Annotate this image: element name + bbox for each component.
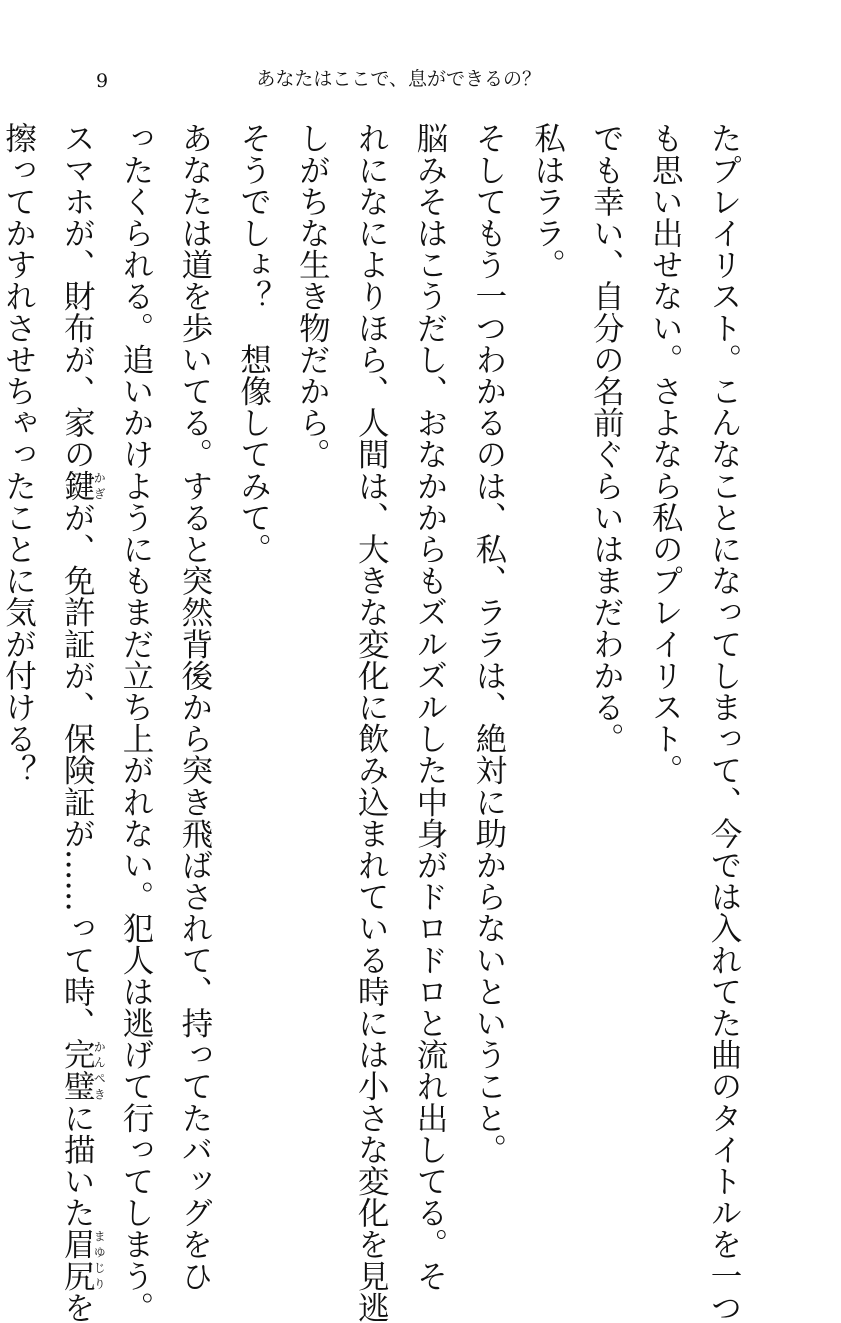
- text-line: でも幸い、自分の名前ぐらいはまだわかる。: [588, 122, 625, 754]
- page-number: 9: [96, 70, 109, 92]
- furigana-reading: かんぺき: [92, 1038, 107, 1102]
- text-line: ったくられる。追いかけようにもまだ立ち上がれない。犯人は逃げて行ってしまう。: [118, 122, 155, 1323]
- running-header: あなたはここで、息ができるの？: [256, 68, 541, 90]
- vertical-body-text: [0, 122, 753, 1323]
- text-line: そしてもう一つわかるのは、私、ララは、絶対に助からないということ。: [470, 122, 507, 1165]
- ruby-kagi: 鍵かぎ: [59, 469, 107, 502]
- text-line: たプレイリスト。こんなことになってしまって、今では入れてた曲のタイトルを一つ: [706, 122, 742, 1323]
- furigana-reading: かぎ: [92, 469, 107, 502]
- text-line: あなたは道を歩いてる。すると突然背後から突き飛ばされて、持ってたバッグをひ: [176, 122, 213, 1292]
- ruby-kanpeki: 完璧かんぺき: [59, 1038, 107, 1102]
- text-line: 脳みそはこうだし、おなかからもズルズルした中身がドロドロと流れ出してる。そ: [412, 122, 449, 1292]
- text-line: れになによりほら、人間は、大きな変化に飲み込まれている時には小さな変化を見逃: [353, 122, 390, 1323]
- text-line: スマホが、財布が、家の鍵かぎが、免許証が、保険証が……って時、完璧かんぺきに描いた眉尻まゆじりを: [59, 122, 107, 1323]
- text-line: そうでしょ？ 想像してみて。: [235, 122, 272, 565]
- ruby-mayujiri: 眉尻まゆじり: [59, 1228, 107, 1292]
- furigana-reading: まゆじり: [92, 1228, 107, 1292]
- text-line: も思い出せない。さよなら私のプレイリスト。: [647, 122, 684, 786]
- text-line: 私はララ。: [529, 122, 566, 280]
- text-line: しがちな生き物だから。: [294, 122, 331, 470]
- text-line: 擦ってかすれさせちゃったことに気が付ける？: [0, 122, 37, 786]
